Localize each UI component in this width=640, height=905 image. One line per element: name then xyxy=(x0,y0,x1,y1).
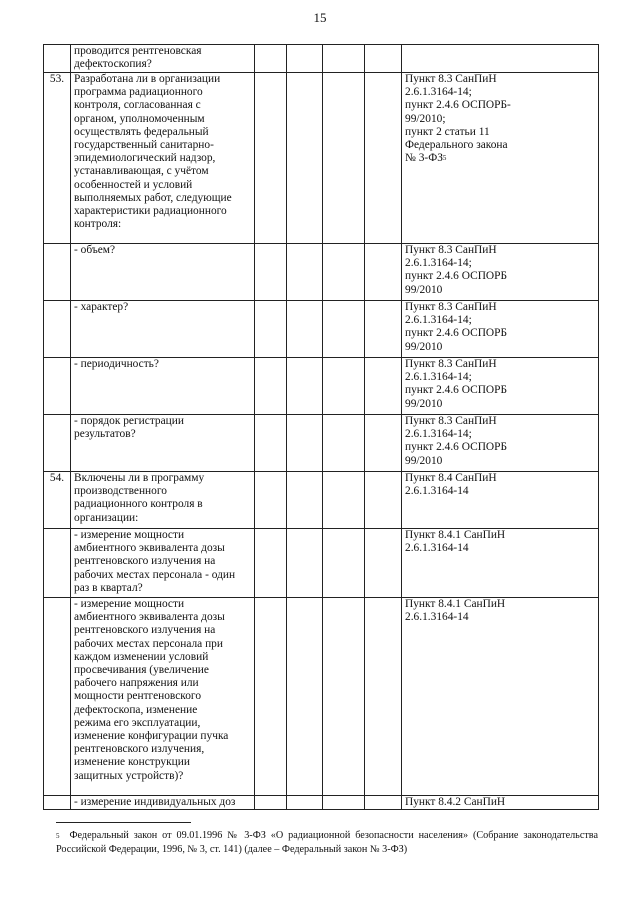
footnote-marker: 5 xyxy=(56,832,60,840)
answer-cell xyxy=(365,529,402,598)
answer-cell xyxy=(255,73,287,244)
answer-cell xyxy=(287,529,323,598)
normative-reference xyxy=(402,358,599,415)
footnote xyxy=(56,829,598,857)
answer-cell xyxy=(323,598,365,796)
answer-cell xyxy=(287,598,323,796)
footnote-divider xyxy=(56,822,191,823)
reference-text: Пункт 8.3 СанПиН 2.6.1.3164-14; пункт 2.4.6 ОСПОРБ 99/2010 xyxy=(405,244,508,296)
answer-cell xyxy=(365,45,402,73)
answer-cell xyxy=(287,472,323,529)
answer-cell xyxy=(255,415,287,472)
answer-cell xyxy=(287,244,323,301)
checklist-table xyxy=(43,44,599,810)
item-number xyxy=(44,358,71,415)
normative-reference xyxy=(402,415,599,472)
table-row xyxy=(44,598,599,796)
table-row xyxy=(44,415,599,472)
reference-text: Пункт 8.3 СанПиН 2.6.1.3164-14; пункт 2.4.6 ОСПОРБ- 99/2010; пункт 2 статьи 11 Федерального закона № 3-ФЗ xyxy=(405,73,511,165)
normative-reference xyxy=(402,73,599,244)
table-row xyxy=(44,358,599,415)
table-row xyxy=(44,472,599,529)
normative-reference xyxy=(402,301,599,358)
answer-cell xyxy=(287,415,323,472)
reference-text: Пункт 8.4.1 СанПиН 2.6.1.3164-14 xyxy=(405,598,506,624)
answer-cell xyxy=(323,73,365,244)
reference-text: Пункт 8.4.2 СанПиН xyxy=(405,796,506,808)
reference-text: Пункт 8.4 СанПиН 2.6.1.3164-14 xyxy=(405,472,497,498)
answer-cell xyxy=(287,73,323,244)
answer-cell xyxy=(255,358,287,415)
question-text: - периодичность? xyxy=(71,358,255,415)
answer-cell xyxy=(365,358,402,415)
answer-cell xyxy=(323,796,365,810)
normative-reference xyxy=(402,796,599,810)
answer-cell xyxy=(365,73,402,244)
answer-cell xyxy=(323,244,365,301)
answer-cell xyxy=(365,796,402,810)
question-text: Включены ли в программу производственного радиационного контроля в организации: xyxy=(71,472,255,529)
answer-cell xyxy=(287,358,323,415)
question-text: - объем? xyxy=(71,244,255,301)
item-number xyxy=(44,45,71,73)
answer-cell xyxy=(323,529,365,598)
answer-cell xyxy=(323,415,365,472)
question-text: - характер? xyxy=(71,301,255,358)
answer-cell xyxy=(365,415,402,472)
page-number: 15 xyxy=(313,10,327,25)
table-row xyxy=(44,796,599,810)
answer-cell xyxy=(255,45,287,73)
normative-reference xyxy=(402,45,599,73)
item-number: 53. xyxy=(44,73,71,244)
item-number xyxy=(44,244,71,301)
checklist-body xyxy=(44,45,599,810)
answer-cell xyxy=(287,301,323,358)
question-text: Разработана ли в организации программа радиационного контроля, согласованная с органом, уполномоченным осуществлять федеральный государственный санитарно- эпидемиологический надзор, устанавливающая, с учётом особенностей и условий выполняемых работ, следующие характеристики радиационного контроля: xyxy=(71,73,255,244)
answer-cell xyxy=(255,472,287,529)
answer-cell xyxy=(287,796,323,810)
answer-cell xyxy=(323,301,365,358)
question-text: - измерение мощности амбиентного эквивалента дозы рентгеновского излучения на рабочих местах персонала - один раз в квартал? xyxy=(71,529,255,598)
answer-cell xyxy=(287,45,323,73)
answer-cell xyxy=(365,244,402,301)
question-text: - измерение мощности амбиентного эквивалента дозы рентгеновского излучения на рабочих местах персонала при каждом изменении условий просвечивания (увеличение рабочего напряжения или мощности рентгеновского дефектоскопа, изменение режима его эксплуатации, изменение конфигурации пучка рентгеновского излучения, изменение конструкции защитных устройств)? xyxy=(71,598,255,796)
normative-reference xyxy=(402,529,599,598)
table-row xyxy=(44,529,599,598)
question-text: - измерение индивидуальных доз xyxy=(71,796,255,810)
item-number xyxy=(44,301,71,358)
question-text: проводится рентгеновская дефектоскопия? xyxy=(71,45,255,73)
answer-cell xyxy=(323,45,365,73)
answer-cell xyxy=(365,598,402,796)
item-number xyxy=(44,598,71,796)
answer-cell xyxy=(255,301,287,358)
reference-text: Пункт 8.3 СанПиН 2.6.1.3164-14; пункт 2.4.6 ОСПОРБ 99/2010 xyxy=(405,301,508,353)
answer-cell xyxy=(365,472,402,529)
normative-reference xyxy=(402,598,599,796)
answer-cell xyxy=(365,301,402,358)
answer-cell xyxy=(255,244,287,301)
answer-cell xyxy=(323,472,365,529)
reference-text: Пункт 8.4.1 СанПиН 2.6.1.3164-14 xyxy=(405,529,506,555)
item-number xyxy=(44,415,71,472)
normative-reference xyxy=(402,244,599,301)
item-number: 54. xyxy=(44,472,71,529)
answer-cell xyxy=(255,796,287,810)
answer-cell xyxy=(323,358,365,415)
table-row xyxy=(44,45,599,73)
item-number xyxy=(44,796,71,810)
answer-cell xyxy=(255,529,287,598)
question-text: - порядок регистрации результатов? xyxy=(71,415,255,472)
reference-text: Пункт 8.3 СанПиН 2.6.1.3164-14; пункт 2.4.6 ОСПОРБ 99/2010 xyxy=(405,415,508,467)
reference-text: Пункт 8.3 СанПиН 2.6.1.3164-14; пункт 2.4.6 ОСПОРБ 99/2010 xyxy=(405,358,508,410)
table-row xyxy=(44,73,599,244)
normative-reference xyxy=(402,472,599,529)
table-row xyxy=(44,244,599,301)
table-row xyxy=(44,301,599,358)
footnote-text: Федеральный закон от 09.01.1996 № 3-ФЗ «О радиационной безопасности населения» (Собрание законодательства Российской Федерации, 1996, № 3, ст. 141) (далее – Федеральный закон № 3-ФЗ) xyxy=(56,830,598,855)
footnote-reference: 5 xyxy=(442,154,447,163)
answer-cell xyxy=(255,598,287,796)
item-number xyxy=(44,529,71,598)
